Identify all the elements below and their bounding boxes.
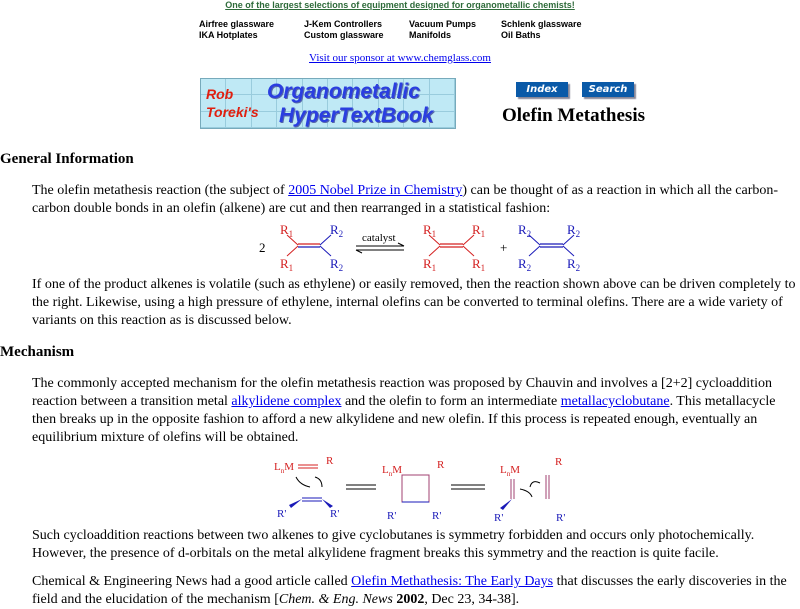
- ad-item: Oil Baths: [501, 30, 541, 40]
- sponsor-ad[interactable]: [0, 0, 800, 41]
- svg-text:R1: $R_1$: [280, 256, 294, 273]
- svg-text:R: R: [437, 459, 445, 471]
- svg-text:R2: $R_2$: [330, 222, 344, 239]
- cen-article-link[interactable]: Olefin Methathesis: The Early Days: [351, 574, 554, 589]
- index-button[interactable]: Index: [516, 82, 568, 97]
- sponsor-link[interactable]: Visit our sponsor at www.chemglass.com: [309, 52, 491, 64]
- svg-text:R': R': [330, 508, 340, 520]
- plus-sign: +: [500, 240, 508, 255]
- svg-text:LnM: $L_nM$: [382, 464, 403, 478]
- ad-headline[interactable]: One of the largest selections of equipment designed for organometallic chemists!: [225, 0, 575, 10]
- general-paragraph-2: If one of the product alkenes is volatile (such as ethylene) or easily removed, then the reaction shown above can be driven completely to the right. Likewise, using a high pressure of ethylene, internal olefins can be converted to terminal olefins. There are a wide variety of variants on this reaction as is discussed below.: [32, 277, 796, 328]
- ad-item: J-Kem Controllers: [304, 19, 383, 29]
- svg-text:R2: $R_2$: [567, 222, 581, 239]
- ad-item: IKA Hotplates: [199, 30, 258, 40]
- ad-item: Custom glassware: [304, 30, 384, 40]
- general-paragraph-1: The olefin metathesis reaction (the subject of 2005 Nobel Prize in Chemistry) can be thought of as a reaction in which all the carbon-carbon double bonds in an olefin (alkene) are cut and then rearranged in a statistical fashion:: [32, 183, 779, 216]
- svg-text:R1: $R_1$: [280, 222, 294, 239]
- mechanism-paragraph-1: The commonly accepted mechanism for the olefin metathesis reaction was proposed by Chauvin and involves a [2+2] cycloaddition reaction between a transition metal alkylidene complex and the olefin to form an intermediate metallacyclobutane. This metallacycle then breaks up in the opposite fashion to afford a new alkylidene and new olefin. If this process is repeated enough, eventually an equilibrium mixture of olefins will be obtained.: [32, 376, 776, 445]
- alkylidene-complex-link[interactable]: alkylidene complex: [231, 394, 342, 409]
- svg-text:R1: $R_1$: [472, 222, 486, 239]
- ad-item: Airfree glassware: [199, 19, 275, 29]
- svg-text:R': R': [277, 508, 287, 520]
- page-title: Olefin Metathesis: [502, 105, 646, 126]
- svg-text:R2: $R_2$: [518, 256, 532, 273]
- logo-title: Organometallic HyperTextBook: [267, 80, 434, 127]
- svg-text:R: R: [555, 456, 563, 468]
- svg-text:R2: $R_2$: [518, 222, 532, 239]
- logo-author: Rob Toreki's: [206, 86, 259, 120]
- svg-text:R: R: [326, 455, 334, 467]
- mechanism-paragraph-3: Chemical & Engineering News had a good article called Olefin Methathesis: The Early Days that discusses the early discoveries in the field and the elucidation of the mechanism [Chem. & Eng. News 2002, Dec 23, 34-38].: [32, 574, 787, 607]
- ad-item: Schlenk glassware: [501, 19, 582, 29]
- chauvin-mechanism-diagram: [0, 453, 800, 525]
- svg-text:R2: $R_2$: [330, 256, 344, 273]
- coefficient: 2: [259, 240, 266, 255]
- metallacyclobutane-link[interactable]: metallacyclobutane: [560, 394, 670, 409]
- svg-text:R1: $R_1$: [423, 256, 437, 273]
- page-header: [0, 75, 800, 135]
- general-information-heading: General Information: [0, 151, 134, 167]
- svg-text:R': R': [387, 510, 397, 522]
- ad-item: Vacuum Pumps: [409, 19, 477, 29]
- ad-item: Manifolds: [409, 30, 451, 40]
- search-button[interactable]: Search: [582, 82, 634, 97]
- svg-text:R1: $R_1$: [472, 256, 486, 273]
- nobel-prize-link[interactable]: 2005 Nobel Prize in Chemistry: [288, 183, 463, 198]
- svg-text:R': R': [432, 510, 442, 522]
- svg-text:LnM: $L_nM$: [274, 461, 295, 475]
- svg-text:LnM: $L_nM$: [500, 464, 521, 478]
- catalyst-label: catalyst: [362, 232, 396, 244]
- svg-text:R2: $R_2$: [567, 256, 581, 273]
- svg-text:R1: $R_1$: [423, 222, 437, 239]
- mechanism-heading: Mechanism: [0, 344, 75, 360]
- ad-product-list: [199, 19, 601, 41]
- svg-text:R': R': [556, 512, 566, 524]
- metathesis-equation: [0, 222, 800, 274]
- hypertextbook-logo[interactable]: [200, 78, 456, 129]
- mechanism-paragraph-2: Such cycloaddition reactions between two alkenes to give cyclobutanes is symmetry forbidden and occurs only photochemically. However, the presence of d-orbitals on the metal alkylidene fragment breaks this symmetry and the reaction is quite facile.: [32, 528, 755, 561]
- svg-text:R': R': [494, 512, 504, 524]
